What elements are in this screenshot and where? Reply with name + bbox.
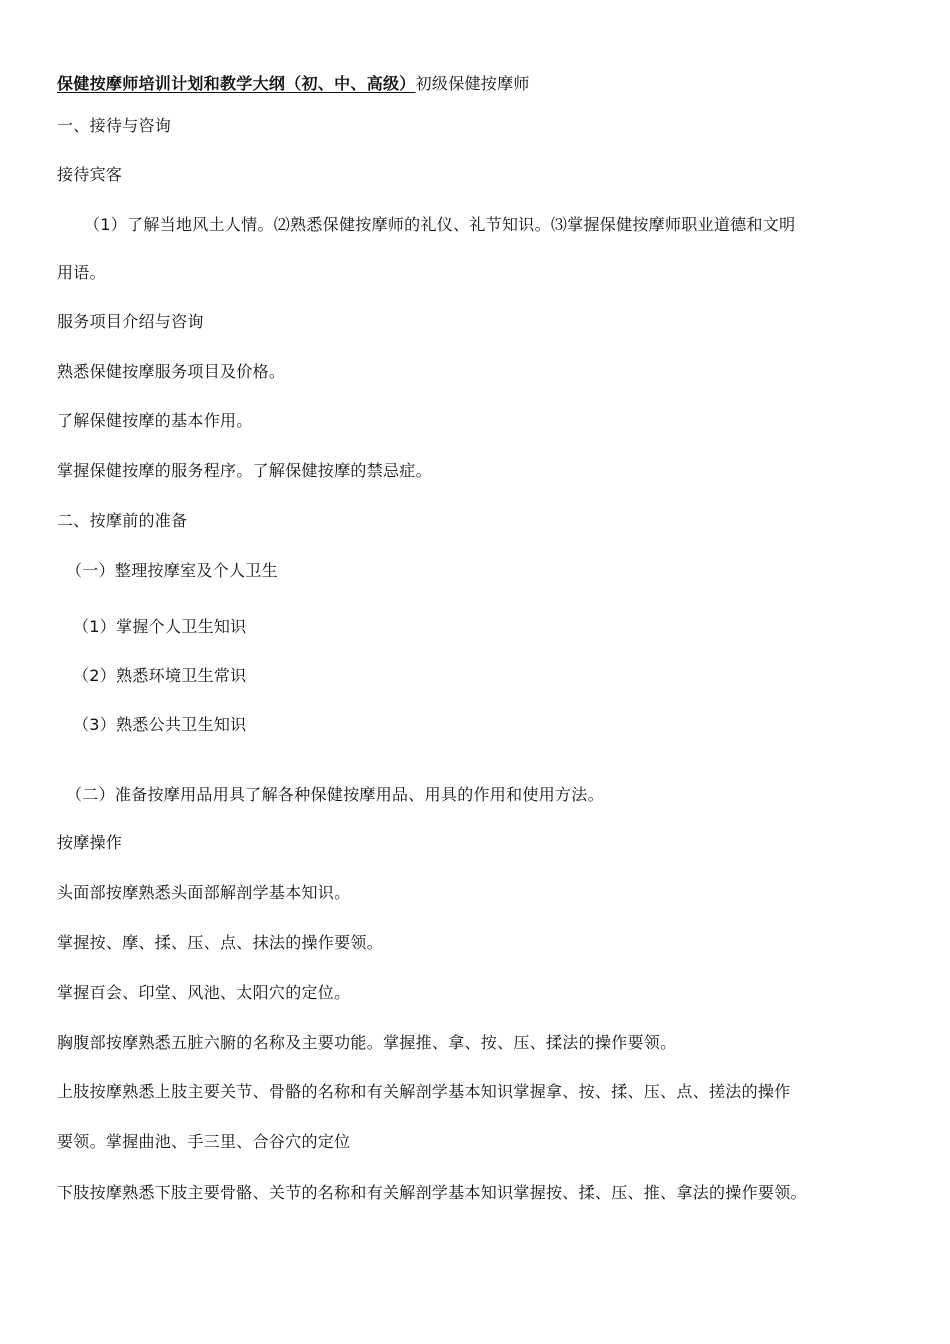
- subheading-receive-guests: 接待宾客: [57, 165, 123, 184]
- paragraph-service-procedure: 掌握保健按摩的服务程序。了解保健按摩的禁忌症。: [57, 461, 432, 480]
- list-item-personal-hygiene: （1）掌握个人卫生知识: [73, 617, 247, 636]
- section-heading-reception: 一、接待与咨询: [57, 116, 172, 135]
- list-item-environmental-hygiene: （2）熟悉环境卫生常识: [73, 666, 247, 685]
- paragraph-etiquette-continued: 用语。: [57, 263, 106, 282]
- paragraph-chest-abdomen-massage: 胸腹部按摩熟悉五脏六腑的名称及主要功能。掌握推、拿、按、压、揉法的操作要领。: [57, 1033, 677, 1052]
- title-main: 保健按摩师培训计划和教学大纲（初、中、高级）: [57, 74, 416, 93]
- subheading-massage-operation: 按摩操作: [57, 833, 123, 852]
- title-suffix: 初级保健按摩师: [415, 74, 530, 93]
- paragraph-etiquette: （1）了解当地风土人情。⑵熟悉保健按摩师的礼仪、礼节知识。⑶掌握保健按摩师职业道德和文明: [84, 215, 796, 234]
- paragraph-lower-limb-massage: 下肢按摩熟悉下肢主要骨骼、关节的名称和有关解剖学基本知识掌握按、揉、压、推、拿法的操作要领。: [57, 1183, 807, 1202]
- list-item-public-hygiene: （3）熟悉公共卫生知识: [73, 715, 247, 734]
- paragraph-upper-limb-continued: 要领。掌握曲池、手三里、合谷穴的定位: [57, 1132, 351, 1151]
- paragraph-head-techniques: 掌握按、摩、揉、压、点、抹法的操作要领。: [57, 933, 384, 952]
- paragraph-upper-limb-massage: 上肢按摩熟悉上肢主要关节、骨骼的名称和有关解剖学基本知识掌握拿、按、揉、压、点、搓法的操作: [57, 1082, 791, 1101]
- paragraph-basic-effects: 了解保健按摩的基本作用。: [57, 411, 253, 430]
- paragraph-head-massage: 头面部按摩熟悉头面部解剖学基本知识。: [57, 883, 351, 902]
- paragraph-service-prices: 熟悉保健按摩服务项目及价格。: [57, 362, 286, 381]
- section-heading-preparation: 二、按摩前的准备: [57, 511, 188, 530]
- document-title: [57, 73, 530, 95]
- paragraph-massage-supplies: （二）准备按摩用品用具了解各种保健按摩用品、用具的作用和使用方法。: [66, 785, 604, 804]
- subheading-service-items: 服务项目介绍与咨询: [57, 312, 204, 331]
- paragraph-head-acupoints: 掌握百会、印堂、风池、太阳穴的定位。: [57, 983, 351, 1002]
- subheading-room-hygiene: （一）整理按摩室及个人卫生: [66, 561, 278, 580]
